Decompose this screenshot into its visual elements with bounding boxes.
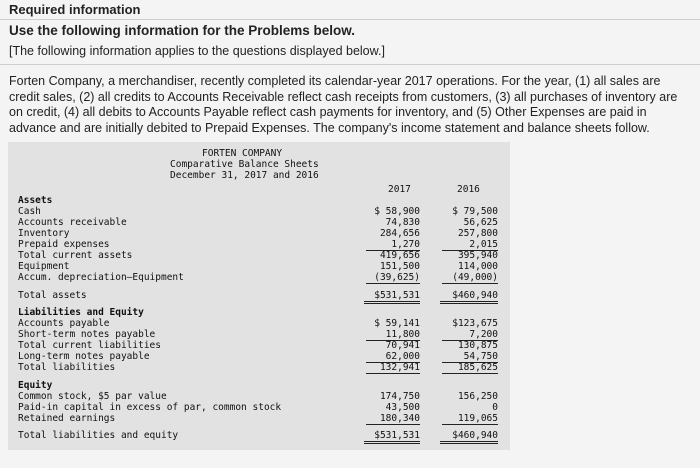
column-header-2017: 2017: [388, 184, 411, 195]
row-label: Equipment: [18, 261, 70, 272]
value-2016: (49,000): [442, 272, 498, 284]
value-2017: 284,656: [379, 228, 420, 239]
statement-date: December 31, 2017 and 2016: [170, 170, 319, 181]
row-label: Total current liabilities: [18, 340, 161, 351]
value-2017: (39,625): [366, 272, 420, 284]
company-name: FORTEN COMPANY: [202, 148, 283, 159]
value-2016: $ 79,500: [452, 206, 498, 217]
value-2016: 156,250: [457, 391, 498, 402]
value-2016: 7,200: [442, 329, 498, 341]
value-2016: 119,065: [442, 413, 498, 425]
value-2017: $531,531: [364, 430, 420, 444]
required-information-heading: Required information: [9, 2, 141, 17]
column-header-2016: 2016: [457, 184, 480, 195]
value-2017: 151,500: [379, 261, 420, 272]
value-2016: 395,940: [457, 250, 498, 261]
value-2017: $ 59,141: [374, 318, 420, 329]
value-2017: 132,941: [366, 362, 420, 374]
problems-heading: Use the following information for the Problems below.: [9, 23, 356, 38]
row-label: Long-term notes payable: [18, 351, 150, 362]
value-2017: $531,531: [364, 290, 420, 304]
balance-sheet-table: [8, 142, 510, 450]
statement-title: Comparative Balance Sheets: [170, 159, 319, 170]
row-label: Total liabilities: [18, 362, 116, 373]
row-label: Prepaid expenses: [18, 239, 110, 250]
problem-description: Forten Company, a merchandiser, recently completed its calendar-year 2017 operations. For the year, (1) all sales are credit sales, (2) all credits to Accounts Receivable reflect cash receipts from customers, (3) all purchases of inventory are on credit, (4) all debits to Accounts Payable reflect cash payments for inventory, and (5) Other Expenses are paid in advance and are initially debited to Prepaid Expenses. The company's income statement and balance sheets follow.: [9, 74, 678, 135]
divider: [0, 19, 700, 20]
value-2016: 56,625: [463, 217, 498, 228]
row-label: Short-term notes payable: [18, 329, 156, 340]
row-label: Paid-in capital in excess of par, common stock: [18, 402, 282, 413]
row-label: Total liabilities and equity: [18, 430, 179, 441]
value-2016: 0: [492, 402, 498, 413]
row-label: Cash: [18, 206, 41, 217]
value-2016: $123,675: [452, 318, 498, 329]
value-2016: 257,800: [457, 228, 498, 239]
row-label: Common stock, $5 par value: [18, 391, 167, 402]
row-label: Retained earnings: [18, 413, 116, 424]
value-2016: $460,940: [440, 430, 498, 444]
value-2017: 11,800: [366, 329, 420, 341]
value-2017: 74,830: [385, 217, 420, 228]
value-2016: 185,625: [442, 362, 498, 374]
instructions-note: [The following information applies to the questions displayed below.]: [9, 44, 385, 58]
value-2016: 114,000: [457, 261, 498, 272]
row-label: Total current assets: [18, 250, 133, 261]
value-2016: 130,875: [457, 340, 498, 351]
row-label: Accounts payable: [18, 318, 110, 329]
equity-header: Equity: [18, 380, 53, 391]
value-2017: 43,500: [385, 402, 420, 413]
value-2016: $460,940: [440, 290, 498, 304]
value-2016: 2,015: [442, 239, 498, 251]
row-label: Inventory: [18, 228, 70, 239]
liabilities-equity-header: Liabilities and Equity: [18, 307, 144, 318]
value-2017: 419,656: [379, 250, 420, 261]
value-2017: 62,000: [366, 351, 420, 363]
divider: [0, 64, 700, 65]
value-2017: 1,270: [366, 239, 420, 251]
value-2017: $ 58,900: [374, 206, 420, 217]
value-2017: 174,750: [379, 391, 420, 402]
row-label: Accum. depreciation—Equipment: [18, 272, 184, 283]
value-2016: 54,750: [442, 351, 498, 363]
row-label: Accounts receivable: [18, 217, 127, 228]
row-label: Total assets: [18, 290, 87, 301]
value-2017: 180,340: [366, 413, 420, 425]
value-2017: 70,941: [385, 340, 420, 351]
assets-header: Assets: [18, 195, 53, 206]
